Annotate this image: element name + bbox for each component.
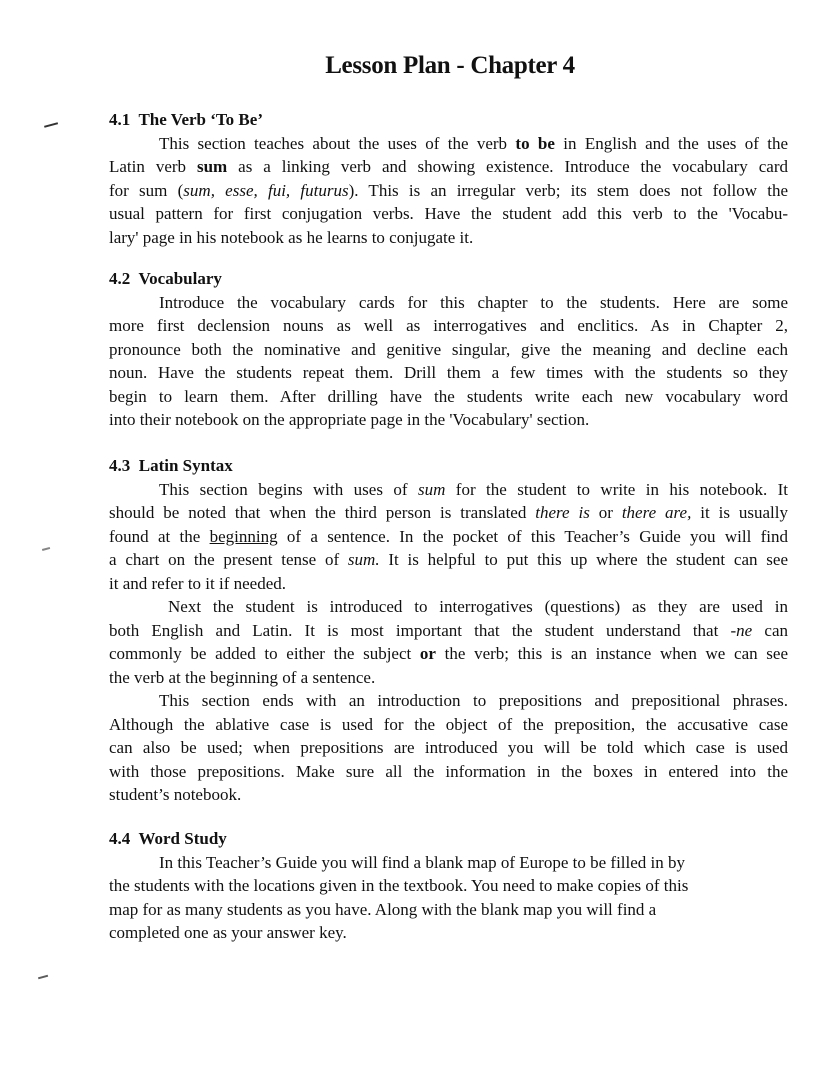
section-heading xyxy=(109,267,789,291)
section-heading xyxy=(109,108,789,132)
text-line: it and refer to it if needed. xyxy=(109,573,287,593)
text-line: Although the ablative case is used for the object of the preposition, the accusative case xyxy=(109,714,788,734)
text-line: In this Teacher’s Guide you will find a blank map of Europe to be filled in by xyxy=(159,852,686,872)
scan-artifact xyxy=(38,975,48,979)
section-title: Latin Syntax xyxy=(138,456,233,475)
section-title: The Verb ‘To Be’ xyxy=(138,110,263,129)
italic-term: -ne xyxy=(730,620,753,640)
text-line: can also be used; when prepositions are introduced you will be told which case is used xyxy=(109,738,788,757)
italic-term: there are, xyxy=(621,503,692,522)
italic-term: sum xyxy=(417,479,446,499)
scan-artifact xyxy=(44,122,58,127)
text-line: Introduce the vocabulary cards for this chapter to the students. Here are some xyxy=(159,292,788,312)
paragraph xyxy=(109,689,789,807)
text-line: noun. Have the students repeat them. Drill them a few times with the students so they xyxy=(109,363,788,382)
paragraph xyxy=(109,595,789,689)
italic-term: sum. xyxy=(347,550,380,569)
section-heading xyxy=(109,454,789,478)
text-line: with those prepositions. Make sure all the information in the boxes in entered into the xyxy=(109,761,788,781)
paragraph xyxy=(109,291,789,432)
text-line: for sum (sum, esse, fui, futurus). This is an irregular verb; its stem does not follow the xyxy=(109,180,789,200)
text-line: both English and Latin. It is most important that the student understand that -ne can xyxy=(109,620,788,640)
text-line: should be noted that when the third person is translated there is or there are, it is usually xyxy=(109,503,788,522)
text-line: pronounce both the nominative and genitive singular, give the meaning and decline each xyxy=(109,339,788,359)
text-line: the students with the locations given in the textbook. You need to make copies of this xyxy=(109,876,689,895)
text-line: the verb at the beginning of a sentence. xyxy=(109,667,376,687)
section-heading xyxy=(109,827,789,851)
section-number: 4.4 xyxy=(109,829,131,848)
section-4-3 xyxy=(109,454,789,807)
text-line: more first declension nouns as well as interrogatives and enclitics. As in Chapter 2, xyxy=(109,316,788,335)
text-line: commonly be added to either the subject or the verb; this is an instance when we can see xyxy=(109,644,788,663)
page-title: Lesson Plan - Chapter 4 xyxy=(325,52,575,79)
bold-term: to be xyxy=(515,133,555,153)
paragraph xyxy=(109,132,789,250)
text-line: into their notebook on the appropriate page in the 'Vocabulary' section. xyxy=(109,410,590,429)
section-title: Word Study xyxy=(138,829,227,848)
text-line: This section teaches about the uses of the verb to be in English and the uses of the xyxy=(159,133,788,153)
text-line: usual pattern for first conjugation verbs. Have the student add this verb to the 'Vocabu- xyxy=(109,204,788,223)
text-line: found at the beginning of a sentence. In the pocket of this Teacher’s Guide you will find xyxy=(109,526,788,546)
text-line: This section begins with uses of sum for the student to write in his notebook. It xyxy=(159,479,788,499)
bold-term: sum xyxy=(196,157,228,176)
text-line: Latin verb sum as a linking verb and showing existence. Introduce the vocabulary card xyxy=(109,157,788,176)
section-number: 4.2 xyxy=(109,269,131,288)
text-line: This section ends with an introduction to prepositions and prepositional phrases. xyxy=(159,691,788,710)
section-4-2 xyxy=(109,267,789,432)
text-line: lary' page in his notebook as he learns to conjugate it. xyxy=(109,227,474,247)
section-title: Vocabulary xyxy=(138,269,222,288)
section-number: 4.1 xyxy=(109,110,131,129)
text-line: a chart on the present tense of sum. It is helpful to put this up where the student can see xyxy=(109,550,788,569)
text-line: begin to learn them. After drilling have the students write each new vocabulary word xyxy=(109,386,788,406)
text-line: completed one as your answer key. xyxy=(109,923,347,942)
text-line: Next the student is introduced to interrogatives (questions) as they are used in xyxy=(168,597,788,616)
section-4-4 xyxy=(109,827,789,945)
text-line: map for as many students as you have. Along with the blank map you will find a xyxy=(109,899,657,919)
italic-term: sum, esse, fui, futurus xyxy=(183,180,349,200)
bold-term: or xyxy=(419,644,436,663)
scan-artifact xyxy=(42,547,50,551)
paragraph xyxy=(109,478,789,596)
italic-term: there is xyxy=(535,503,590,522)
paragraph xyxy=(109,851,789,945)
underlined-term: beginning xyxy=(209,526,278,546)
text-line: student’s notebook. xyxy=(109,785,242,804)
section-number: 4.3 xyxy=(109,456,131,475)
section-4-1 xyxy=(109,108,789,249)
